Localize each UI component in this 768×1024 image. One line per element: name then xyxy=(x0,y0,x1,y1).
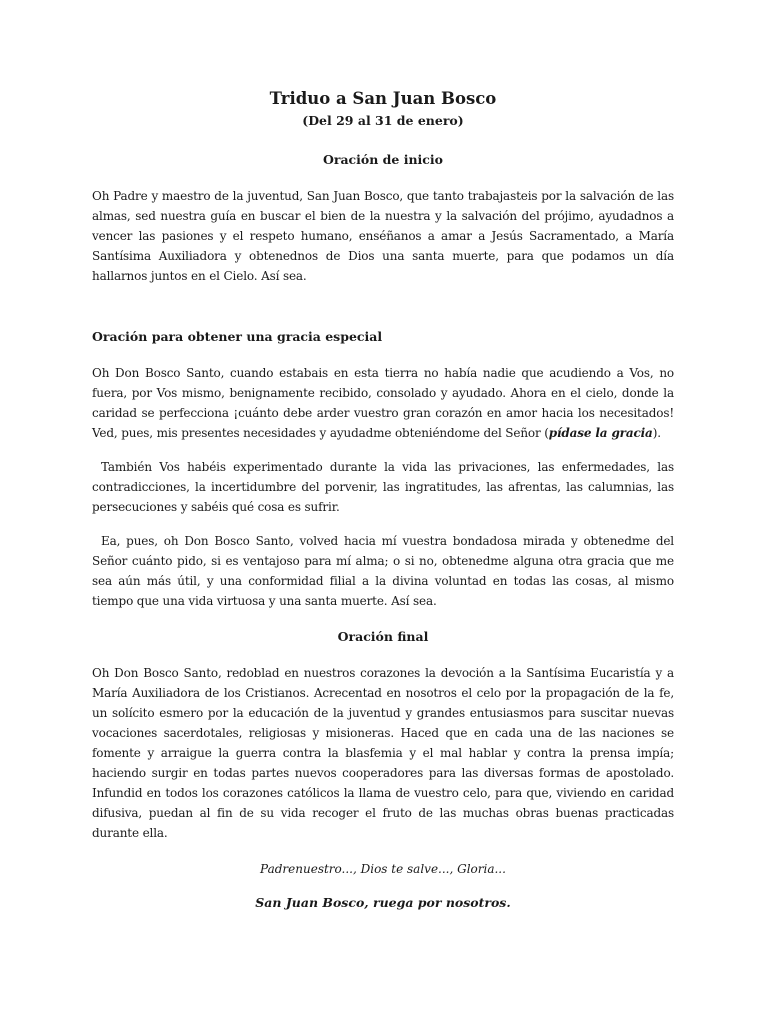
special-grace-paragraph-1 xyxy=(92,363,674,443)
document-subtitle: (Del 29 al 31 de enero) xyxy=(302,113,464,128)
special-grace-paragraph-2: También Vos habéis experimentado durante la vida las privaciones, las enfermedades, las contradicciones, la incertidumbre del porvenir, las ingratitudes, las afrentas, las calumnias, las persecuciones y sabéis qué cosa es sufrir. xyxy=(92,460,674,514)
special-grace-emphasis: pídase la gracia xyxy=(548,426,653,440)
special-grace-text-after: ). xyxy=(652,426,661,440)
closing-prayers: Padrenuestro..., Dios te salve..., Gloria... xyxy=(260,862,506,876)
special-grace-paragraph-3: Ea, pues, oh Don Bosco Santo, volved hacia mí vuestra bondadosa mirada y obtenedme del Señor cuánto pido, si es ventajoso para mí alma; o si no, obtenedme alguna otra gracia que me sea aún más útil, y una conformidad filial a la divina voluntad en todas las cosas, al mismo tiempo que una vida virtuosa y una santa muerte. Así sea. xyxy=(92,534,674,608)
final-prayer-text: Oh Don Bosco Santo, redoblad en nuestros corazones la devoción a la Santísima Eucaristía y a María Auxiliadora de los Cristianos. Acrecentad en nosotros el celo por la propagación de la fe, un solícito esmero por la educación de la juventud y grandes entusiasmos para suscitar nuevas vocaciones sacerdotales, religiosas y misioneras. Haced que en cada una de las naciones se fomente y arraigue la guerra contra la blasfemia y el mal hablar y contra la prensa impía; haciendo surgir en todas partes nuevos cooperadores para las diversas formas de apostolado. Infundid en todos los corazones católicos la llama de vuestro celo, para que, viviendo en caridad difusiva, puedan al fin de su vida recoger el fruto de las muchas obras buenas practicadas durante ella. xyxy=(92,666,674,840)
heading-special-grace: Oración para obtener una gracia especial xyxy=(92,329,383,344)
closing-invocation: San Juan Bosco, ruega por nosotros. xyxy=(255,895,511,910)
opening-prayer-text: Oh Padre y maestro de la juventud, San Juan Bosco, que tanto trabajasteis por la salvación de las almas, sed nuestra guía en buscar el bien de la nuestra y la salvación del prójimo, ayudadnos a vencer las pasiones y el respeto humano, enséñanos a amar a Jesús Sacramentado, a María Santísima Auxiliadora y obtenednos de Dios una santa muerte, para que podamos un día hallarnos juntos en el Cielo. Así sea. xyxy=(92,189,674,283)
document-title: Triduo a San Juan Bosco xyxy=(269,89,497,108)
document-page xyxy=(92,88,674,912)
heading-opening-prayer: Oración de inicio xyxy=(322,152,444,167)
heading-final-prayer: Oración final xyxy=(337,629,429,644)
special-grace-text-before: Oh Don Bosco Santo, cuando estabais en esta tierra no había nadie que acudiendo a Vos, no fuera, por Vos mismo, benignamente recibido, consolado y ayudado. Ahora en el cielo, donde la caridad se perfecciona ¡cuánto debe arder vuestro gran corazón en amor hacia los necesitados! Ved, pues, mis presentes necesidades y ayudadme obteniéndome del Señor ( xyxy=(92,366,674,440)
